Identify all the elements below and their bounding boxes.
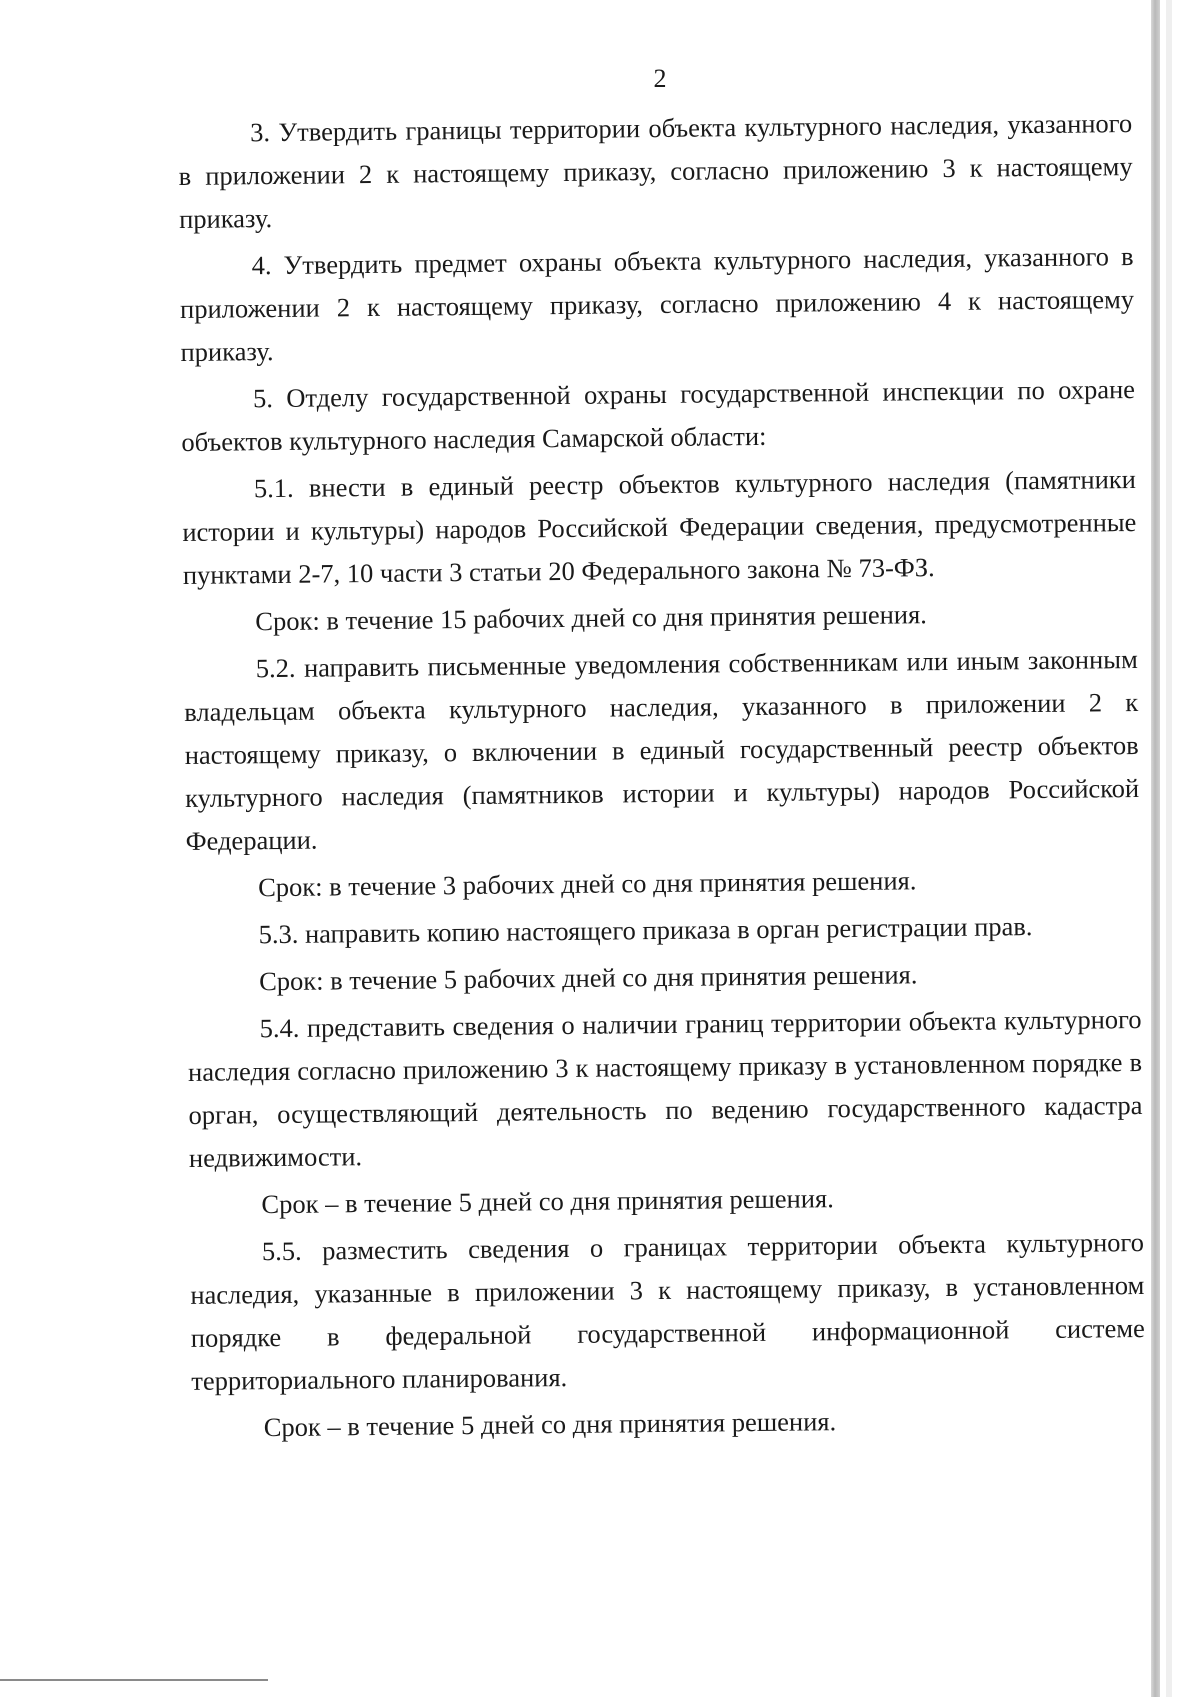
- document-body: [178, 102, 1146, 1454]
- scan-edge-shadow: [1166, 0, 1172, 1697]
- paragraph-item-5-4: 5.4. представить сведения о наличии границ территории объекта культурного наследия согласно приложению 3 к настоящему приказу в установленном порядке в орган, осуществляющий деятельность по ведению государственного кадастра недвижимости.: [187, 1003, 1143, 1173]
- deadline-5-4: Срок – в течение 5 дней со дня принятия решения.: [261, 1183, 834, 1220]
- scan-page-edge: [1151, 0, 1160, 1697]
- bottom-rule: [0, 1679, 268, 1681]
- paragraph-item-4: 4. Утвердить предмет охраны объекта культурного наследия, указанного в приложении 2 к настоящему приказу, согласно приложению 4 к настоящему приказу.: [179, 241, 1135, 367]
- paragraph-item-5-2: 5.2. направить письменные уведомления собственникам или иным законным владельцам объекта культурного наследия, указанного в приложении 2 к настоящему приказу, о включении в единый государственный реестр объектов культурного наследия (памятников истории и культуры) народов Российской Федерации.: [184, 643, 1140, 856]
- paragraph-item-3: 3. Утвердить границы территории объекта культурного наследия, указанного в приложении 2 к настоящему приказу, согласно приложению 3 к настоящему приказу.: [178, 108, 1133, 234]
- deadline-5-3: Срок: в течение 5 рабочих дней со дня принятия решения.: [258, 959, 918, 997]
- page-number: 2: [653, 64, 667, 93]
- deadline-5-2: Срок: в течение 3 рабочих дней со дня принятия решения.: [257, 865, 917, 903]
- paragraph-item-5: 5. Отделу государственной охраны государственной инспекции по охране объектов культурного наследия Самарской области:: [181, 373, 1136, 457]
- deadline-5-5: Срок – в течение 5 дней со дня принятия решения.: [263, 1406, 837, 1443]
- paragraph-item-5-3: 5.3. направить копию настоящего приказа в орган регистрации прав.: [258, 911, 1033, 950]
- paragraph-item-5-5: 5.5. разместить сведения о границах территории объекта культурного наследия, указанные в приложении 3 к настоящему приказу, в установленном порядке в федеральной государственной информационной системе территориального планирования.: [190, 1226, 1145, 1396]
- paragraph-item-5-1: 5.1. внести в единый реестр объектов культурного наследия (памятники истории и культуры) народов Российской Федерации сведения, предусмотренные пунктами 2-7, 10 части 3 статьи 20 Федерального закона № 73-ФЗ.: [182, 463, 1137, 590]
- deadline-5-1: Срок: в течение 15 рабочих дней со дня принятия решения.: [255, 599, 928, 637]
